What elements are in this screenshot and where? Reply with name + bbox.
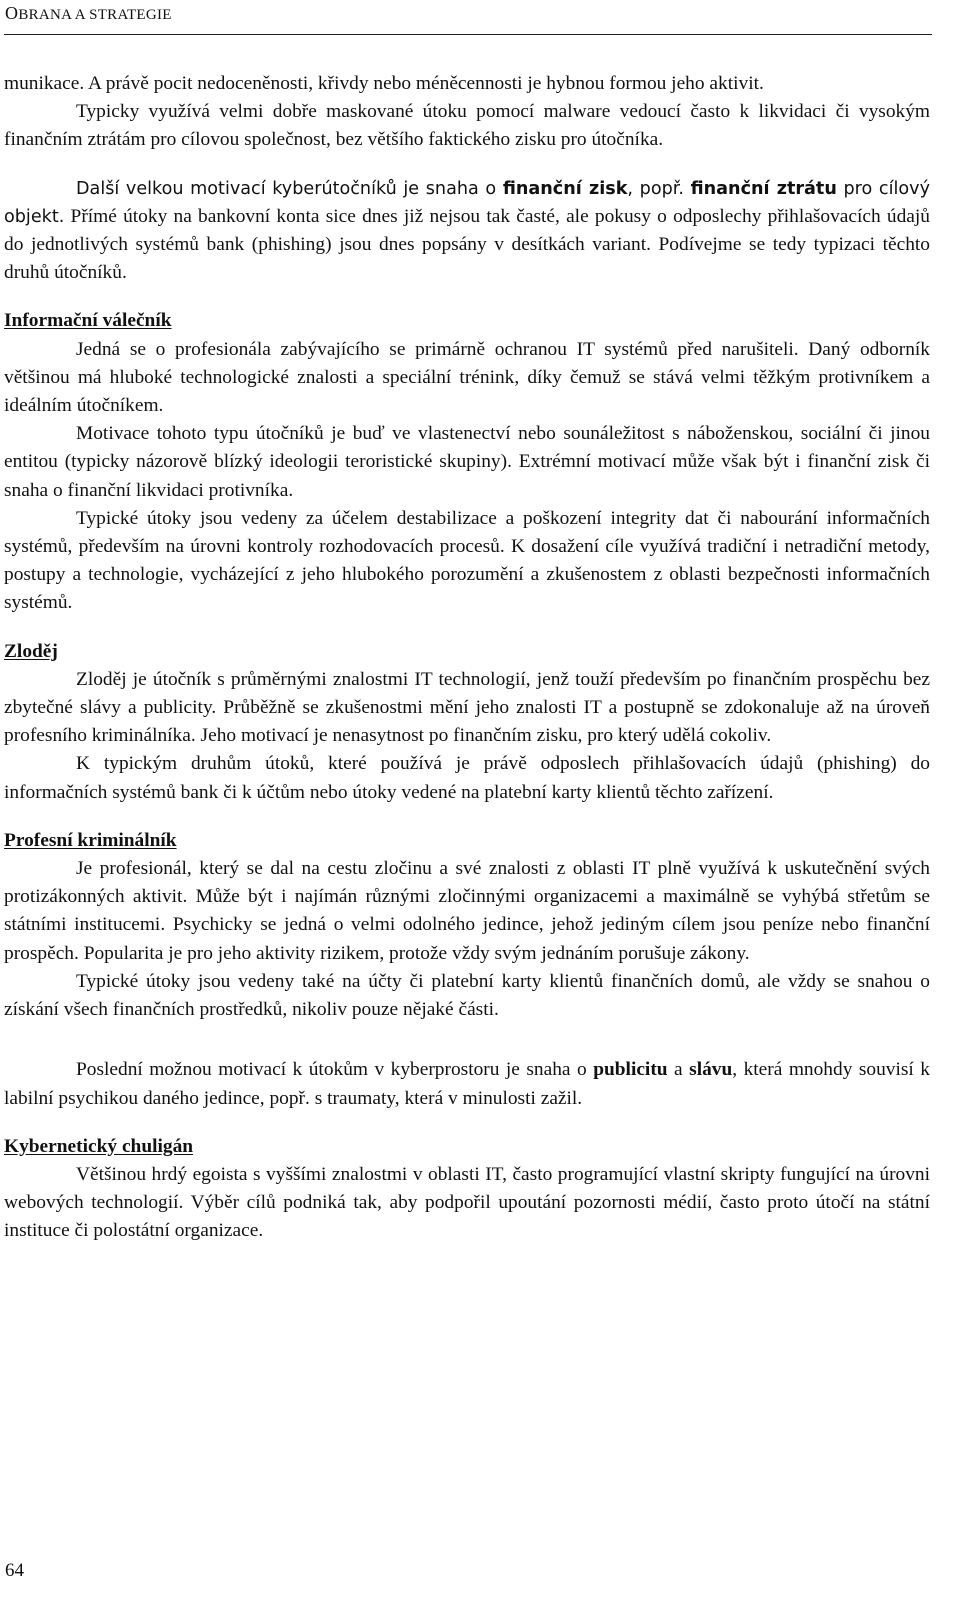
paragraph: Je profesionál, který se dal na cestu zločinu a své znalosti z oblasti IT plně využívá k uskutečnění svých protizákonných aktivit. Může být i najímán různými zločinnými organizacemi a maximálně se vyhýbá střetům se státními institucemi. Psychicky se jedná o velmi odolného jedince, jehož jediným cílem jsou peníze nebo finanční prospěch. Popularita je pro jeho aktivity rizikem, protože vždy svým jednáním porušuje zákony. bbox=[4, 858, 930, 964]
paragraph-text: Poslední možnou motivací k útokům v kyberprostoru je snaha o bbox=[76, 1059, 594, 1081]
section-heading-professional-criminal: Profesní kriminálník bbox=[4, 829, 177, 851]
sans-text: Další velkou motivací kyberútočníků je snaha o bbox=[76, 178, 503, 199]
header-rule bbox=[4, 34, 932, 35]
page-content bbox=[4, 70, 930, 1246]
paragraph-financial-motivation bbox=[4, 175, 930, 288]
emphasis-fame: slávu bbox=[689, 1059, 733, 1081]
page-number: 64 bbox=[5, 1560, 24, 1581]
section-heading-information-warrior: Informační válečník bbox=[4, 310, 172, 332]
paragraph: Typické útoky jsou vedeny také na účty či platební karty klientů finančních domů, ale vždy se snahou o získání všech finančních prostředků, nikoliv pouze nějaké části. bbox=[4, 970, 930, 1021]
paragraph: K typickým druhům útoků, které používá je právě odposlech přihlašovacích údajů (phishing) do informačních systémů bank či k účtům nebo útoky vedené na platební karty klientů těchto zařízení. bbox=[4, 753, 930, 803]
paragraph: Většinou hrdý egoista s vyššími znalostmi v oblasti IT, často programující vlastní skripty fungující na úrovni webových technologií. Výběr cílů podniká tak, aby podpořil upoutání pozornosti médií, často proto útočí na státní instituce či polostátní organizace. bbox=[4, 1163, 930, 1242]
running-header-initial: O bbox=[5, 3, 19, 23]
paragraph: Motivace tohoto typu útočníků je buď ve vlastenectví nebo sounáležitost s náboženskou, sociální či jinou entitou (typicky názorově blízký ideologii teroristické skupiny). Extrémní motivací může však být i finanční zisk či snaha o finanční likvidaci protivníka. bbox=[4, 423, 930, 501]
emphasis-financial-loss: finanční ztrátu bbox=[690, 178, 837, 199]
paragraph: Jedná se o profesionála zabývajícího se primárně ochranou IT systémů před narušiteli. Daný odborník většinou má hluboké technologické znalosti a speciální trénink, díky čemuž se stává velmi těžkým protivníkem a ideálním útočníkem. bbox=[4, 338, 930, 417]
emphasis-publicity: publicitu bbox=[593, 1059, 668, 1081]
sans-text: , popř. bbox=[627, 178, 691, 199]
paragraph-malware: Typicky využívá velmi dobře maskované útoku pomocí malware vedoucí často k likvidaci či vysokým finančním ztrátám pro cílovou společnost, bez většího faktického zisku pro útočníka. bbox=[4, 101, 930, 151]
paragraph-publicity-motivation bbox=[4, 1056, 930, 1112]
paragraph-text: , která mnohdy souvisí k labilní psychikou daného jedince, popř. s traumaty, která v minulosti zažil. bbox=[4, 1059, 930, 1109]
running-header bbox=[5, 3, 172, 24]
section-heading-thief: Zloděj bbox=[4, 640, 58, 662]
paragraph-text: Přímé útoky na bankovní konta sice dnes již nejsou tak časté, ale pokusy o odposlechy přihlašovacích údajů do jednotlivých systémů bank (phishing) jsou dnes popsány v desítkách variant. Podívejme se tedy typizaci těchto druhů útočníků. bbox=[4, 205, 930, 284]
emphasis-financial-gain: finanční zisk bbox=[502, 178, 628, 199]
sans-text: pro cílový objekt. bbox=[4, 178, 930, 227]
paragraph: Zloděj je útočník s průměrnými znalostmi IT technologií, jenž touží především po finančním prospěchu bez zbytečné slávy a publicity. Průběžně se zkušenostmi mění jeho znalosti IT a postupně se zdokonaluje až na úroveň profesního kriminálníka. Jeho motivací je nenasytnost po finančním zisku, pro který udělá cokoliv. bbox=[4, 668, 930, 747]
paragraph: Typické útoky jsou vedeny za účelem destabilizace a poškození integrity dat či nabourání informačních systémů, především na úrovni kontroly rozhodovacích procesů. K dosažení cíle využívá tradiční i netradiční metody, postupy a technologie, vycházející z jeho hlubokého porozumění a zkušenostem z oblasti bezpečnosti informačních systémů. bbox=[4, 507, 930, 614]
paragraph-text: a bbox=[667, 1059, 690, 1081]
section-heading-cyber-hooligan: Kybernetický chuligán bbox=[4, 1135, 194, 1157]
paragraph-continuation: munikace. A právě pocit nedoceněnosti, křivdy nebo méněcennosti je hybnou formou jeho aktivit. bbox=[4, 73, 764, 94]
running-header-text: BRANA A STRATEGIE bbox=[18, 7, 172, 23]
